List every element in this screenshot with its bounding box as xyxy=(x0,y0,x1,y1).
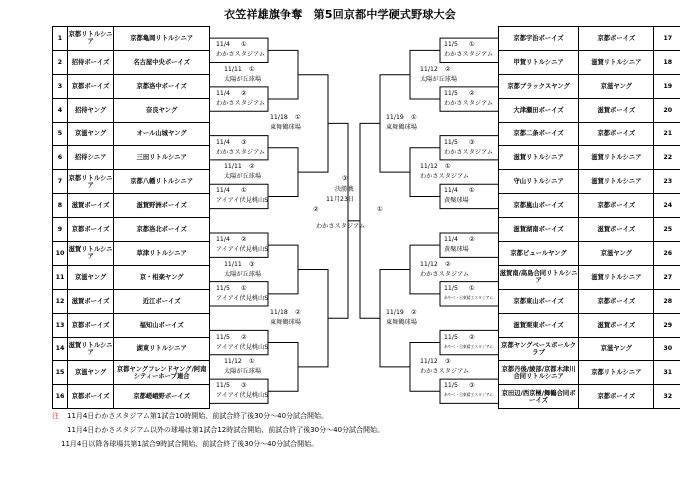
match-date: 11/12 xyxy=(420,163,438,171)
entry-league: 京都東山ボーイズ xyxy=(499,289,579,313)
entry-team: 近江ボーイズ xyxy=(114,289,210,313)
match-number: ② xyxy=(411,309,417,317)
entry-number: 29 xyxy=(654,313,680,337)
entry-team: 京都亀岡リトルシニア xyxy=(114,27,210,51)
entry-league: 招待シニア xyxy=(67,146,113,170)
match-venue: 黄檗球場 xyxy=(444,246,469,254)
entry-number: 15 xyxy=(53,361,68,385)
match-number: ② xyxy=(445,260,451,268)
entry-team: 福知山ボーイズ xyxy=(114,313,210,337)
entry-number: 10 xyxy=(53,242,68,266)
entry-team: 滋賀ボーイズ xyxy=(579,98,654,122)
match-venue: 太陽が丘球場 xyxy=(224,75,262,83)
entry-league: 滋賀ボーイズ xyxy=(67,194,113,218)
match-date: 11/12 xyxy=(224,357,242,365)
entry-team: 滋賀ボーイズ xyxy=(579,218,654,242)
entry-league: 滋賀湖南ボーイズ xyxy=(499,218,579,242)
match-number: ② xyxy=(469,333,475,341)
match-venue: アイアイ伏見桃山S xyxy=(216,343,269,351)
match-date: 11/5 xyxy=(444,382,458,390)
entry-league: 京滋ヤング xyxy=(67,361,113,385)
match-number: ③ xyxy=(241,382,247,390)
entry-team: 京滋ヤング xyxy=(579,337,654,361)
match-line xyxy=(268,50,298,99)
entry-number: 11 xyxy=(53,265,68,289)
entry-league: 京都ブラックスヤング xyxy=(499,74,579,98)
entry-number: 8 xyxy=(53,194,68,218)
match-date: 11/5 xyxy=(444,90,458,98)
match-number: ① xyxy=(469,41,475,49)
entry-league: 京都ボーイズ xyxy=(67,313,113,337)
entry-team: 名古屋中央ボーイズ xyxy=(114,50,210,74)
match-date: 11/5 xyxy=(444,138,458,146)
match-venue: 黄檗球場 xyxy=(444,197,469,205)
match-date: 11/11 xyxy=(224,65,242,73)
entry-number: 24 xyxy=(654,194,680,218)
entry-number: 2 xyxy=(53,50,68,74)
match-date: 11/5 xyxy=(216,333,230,341)
entry-team: 滋賀リトルシニア xyxy=(579,146,654,170)
entry-league: 京滋ヤング xyxy=(67,122,113,146)
entry-team: 滋賀リトルシニア xyxy=(579,170,654,194)
entry-number: 31 xyxy=(654,361,680,385)
entry-number: 32 xyxy=(654,385,680,409)
final-venue: わかさスタジアム xyxy=(316,222,366,230)
entry-number: 4 xyxy=(53,98,68,122)
semifinal-number-right: ① xyxy=(377,205,383,213)
note-line: 11月4日以降各球場共第1試合9時試合開始、前試合終了後30分～40分試合開始。 xyxy=(61,440,319,448)
match-date: 11/5 xyxy=(216,284,230,292)
match-date: 11/11 xyxy=(224,163,242,171)
match-number: ② xyxy=(469,90,475,98)
match-venue: 東舞鶴球場 xyxy=(386,319,417,327)
entry-league: 京田辺/西京極/舞鶴合同ボーイズ xyxy=(499,385,579,409)
match-number: ① xyxy=(241,41,247,49)
page-title: 衣笠祥雄旗争奪 第5回京都中学硬式野球大会 xyxy=(224,8,456,21)
match-venue: 東舞鶴球場 xyxy=(386,124,417,132)
entry-league: 京都宇治ボーイズ xyxy=(499,27,579,51)
entry-league: 滋賀リトルシニア xyxy=(67,337,113,361)
semifinal-line xyxy=(328,123,348,318)
entry-league: 京都リトルシニア xyxy=(67,27,113,51)
match-date: 11/5 xyxy=(444,333,458,341)
entry-team: 京都ヤングフレンドヤング/阿南シティーホープ連合 xyxy=(114,361,210,385)
entry-team: 京都ボーイズ xyxy=(579,194,654,218)
match-number: ① xyxy=(469,284,475,292)
entry-league: 京都丹後/綾部/京都木津川合同リトルシニア xyxy=(499,361,579,385)
entry-number: 7 xyxy=(53,170,68,194)
entry-team: 京滋ヤング xyxy=(579,74,654,98)
match-venue: あやべ・日東精工スタジアム xyxy=(444,343,494,349)
match-number: ① xyxy=(249,65,255,73)
entry-number: 26 xyxy=(654,242,680,266)
entry-league: 滋賀栗東ボーイズ xyxy=(499,313,579,337)
semifinal-number-left: ② xyxy=(313,205,319,213)
entry-team: 京都ボーイズ xyxy=(579,289,654,313)
match-venue: 太陽が丘球場 xyxy=(420,75,458,83)
entry-league: 招待ヤング xyxy=(67,98,113,122)
match-date: 11/19 xyxy=(386,309,404,317)
entry-league: 滋賀南/高島合同リトルシニア xyxy=(499,265,579,289)
match-line xyxy=(268,343,298,392)
note-line: 11月4日わかさスタジアム第1試合10時開始、前試合終了後30分～40分試合開始。 xyxy=(67,412,329,420)
match-date: 11/4 xyxy=(216,90,230,98)
match-line xyxy=(298,75,328,172)
match-number: ② xyxy=(445,65,451,73)
match-venue: 東舞鶴球場 xyxy=(270,319,301,327)
entry-team: 京都ボーイズ xyxy=(579,122,654,146)
match-date: 11/4 xyxy=(444,187,458,195)
match-number: ① xyxy=(445,163,451,171)
note-mark: 注 xyxy=(52,412,59,420)
match-date: 11/5 xyxy=(444,41,458,49)
match-date: 11/18 xyxy=(270,114,288,122)
match-number: ③ xyxy=(469,138,475,146)
note-line: 11月4日わかさスタジアム以外の球場は第1試合12時試合開始、前試合終了後30分～40分試合開始。 xyxy=(67,426,385,434)
entry-number: 16 xyxy=(53,385,68,409)
match-date: 11/19 xyxy=(386,114,404,122)
match-number: ① xyxy=(241,284,247,292)
match-date: 11/18 xyxy=(270,309,288,317)
match-date: 11/4 xyxy=(216,236,230,244)
entry-number: 25 xyxy=(654,218,680,242)
match-venue: わかさスタジアム xyxy=(216,100,266,108)
entry-number: 18 xyxy=(654,50,680,74)
entry-team: 奈良ヤング xyxy=(114,98,210,122)
entry-team: 草津リトルシニア xyxy=(114,242,210,266)
match-number: ② xyxy=(241,333,247,341)
match-line xyxy=(268,245,298,294)
match-venue: わかさスタジアム xyxy=(420,270,470,278)
entry-number: 21 xyxy=(654,122,680,146)
match-number: ③ xyxy=(469,382,475,390)
entry-league: 滋賀ボーイズ xyxy=(67,289,113,313)
match-number: ② xyxy=(249,163,255,171)
match-number: ① xyxy=(469,187,475,195)
entry-league: 守山リトルシニア xyxy=(499,170,579,194)
final-date: 11月23日 xyxy=(326,195,355,203)
entry-team: 滋賀ボーイズ xyxy=(579,313,654,337)
match-date: 11/11 xyxy=(224,260,242,268)
entry-number: 1 xyxy=(53,27,68,51)
entry-league: 甲賀リトルシニア xyxy=(499,50,579,74)
entry-league: 京都ビュールヤング xyxy=(499,242,579,266)
entry-league: 京都ボーイズ xyxy=(67,74,113,98)
match-number: ① xyxy=(295,114,301,122)
match-number: ① xyxy=(241,187,247,195)
entry-team: 京都八幡リトルシニア xyxy=(114,170,210,194)
match-line xyxy=(410,245,440,294)
entry-team: 京都洛中ボーイズ xyxy=(114,74,210,98)
match-date: 11/5 xyxy=(444,284,458,292)
entry-team: オール山城ヤング xyxy=(114,122,210,146)
entry-number: 27 xyxy=(654,265,680,289)
match-date: 11/4 xyxy=(216,41,230,49)
entry-number: 6 xyxy=(53,146,68,170)
entry-number: 3 xyxy=(53,74,68,98)
match-date: 11/4 xyxy=(216,138,230,146)
entry-number: 23 xyxy=(654,170,680,194)
match-date: 11/12 xyxy=(420,65,438,73)
entry-league: 京滋ヤング xyxy=(67,265,113,289)
match-venue: アイアイ伏見桃山S xyxy=(216,392,269,400)
match-line xyxy=(410,50,440,99)
entry-team: 京都洛北ボーイズ xyxy=(114,218,210,242)
entry-number: 17 xyxy=(654,27,680,51)
match-venue: アイアイ伏見桃山S xyxy=(216,294,269,302)
match-venue: 太陽が丘球場 xyxy=(224,367,262,375)
entry-number: 20 xyxy=(654,98,680,122)
semifinal-line xyxy=(360,123,380,318)
match-line xyxy=(410,343,440,392)
entry-league: 招待ボーイズ xyxy=(67,50,113,74)
entry-league: 京都ヤングベースボールクラブ xyxy=(499,337,579,361)
match-number: ③ xyxy=(445,357,451,365)
match-number: ② xyxy=(241,90,247,98)
match-date: 11/12 xyxy=(420,357,438,365)
match-venue: あやべ・日東精工スタジアム xyxy=(444,392,494,398)
match-number: ② xyxy=(469,236,475,244)
entry-number: 9 xyxy=(53,218,68,242)
entry-league: 京都リトルシニア xyxy=(67,170,113,194)
match-number: ② xyxy=(241,236,247,244)
entry-team: 滋賀野洲ボーイズ xyxy=(114,194,210,218)
match-date: 11/5 xyxy=(216,382,230,390)
match-number: ① xyxy=(411,114,417,122)
entry-number: 22 xyxy=(654,146,680,170)
entry-number: 19 xyxy=(654,74,680,98)
entry-team: 滋賀リトルシニア xyxy=(579,265,654,289)
match-number: ③ xyxy=(249,260,255,268)
entry-league: 滋賀リトルシニア xyxy=(67,242,113,266)
match-date: 11/12 xyxy=(420,260,438,268)
entry-team: 京・相楽ヤング xyxy=(114,265,210,289)
match-venue: わかさスタジアム xyxy=(216,148,266,156)
entry-league: 京都ボーイズ xyxy=(67,218,113,242)
final-game-number: ③ xyxy=(342,174,348,182)
entry-team: 三田リトルシニア xyxy=(114,146,210,170)
match-venue: 東舞鶴球場 xyxy=(270,124,301,132)
entry-number: 28 xyxy=(654,289,680,313)
entry-number: 12 xyxy=(53,289,68,313)
entry-team: 京都嵯峨野ボーイズ xyxy=(114,385,210,409)
match-number: ③ xyxy=(241,138,247,146)
match-venue: わかさスタジアム xyxy=(444,100,494,108)
match-line xyxy=(298,270,328,367)
match-venue: アイアイ伏見桃山S xyxy=(216,197,269,205)
match-number: ① xyxy=(249,357,255,365)
entry-league: 京都嵐山ボーイズ xyxy=(499,194,579,218)
entry-number: 5 xyxy=(53,122,68,146)
entry-number: 13 xyxy=(53,313,68,337)
entry-league: 京都ボーイズ xyxy=(67,385,113,409)
entry-number: 30 xyxy=(654,337,680,361)
match-line xyxy=(268,148,298,197)
match-venue: わかさスタジアム xyxy=(420,367,470,375)
entry-league: 京都二条ボーイズ xyxy=(499,122,579,146)
entry-league: 滋賀リトルシニア xyxy=(499,146,579,170)
entry-number: 14 xyxy=(53,337,68,361)
match-venue: わかさスタジアム xyxy=(444,148,494,156)
match-venue: 太陽が丘球場 xyxy=(224,173,262,181)
final-name: 決勝戦 xyxy=(335,185,354,193)
entry-team: 京滋ヤング xyxy=(579,242,654,266)
match-date: 11/4 xyxy=(444,236,458,244)
entry-team: 京都ボーイズ xyxy=(579,27,654,51)
match-number: ② xyxy=(295,309,301,317)
match-venue: わかさスタジアム xyxy=(216,51,266,59)
match-venue: わかさスタジアム xyxy=(444,51,494,59)
entry-team: 湖東リトルシニア xyxy=(114,337,210,361)
match-date: 11/4 xyxy=(216,187,230,195)
match-venue: あやべ・日東精工スタジアム xyxy=(444,294,494,300)
match-venue: 太陽が丘球場 xyxy=(224,270,262,278)
entry-team: 京都リトルシニア xyxy=(579,361,654,385)
match-venue: アイアイ伏見桃山S xyxy=(216,246,269,254)
entry-team: 滋賀リトルシニア xyxy=(579,50,654,74)
entry-league: 大津瀬田ボーイズ xyxy=(499,98,579,122)
entry-team: 京都ボーイズ xyxy=(579,385,654,409)
match-venue: わかさスタジアム xyxy=(420,173,470,181)
